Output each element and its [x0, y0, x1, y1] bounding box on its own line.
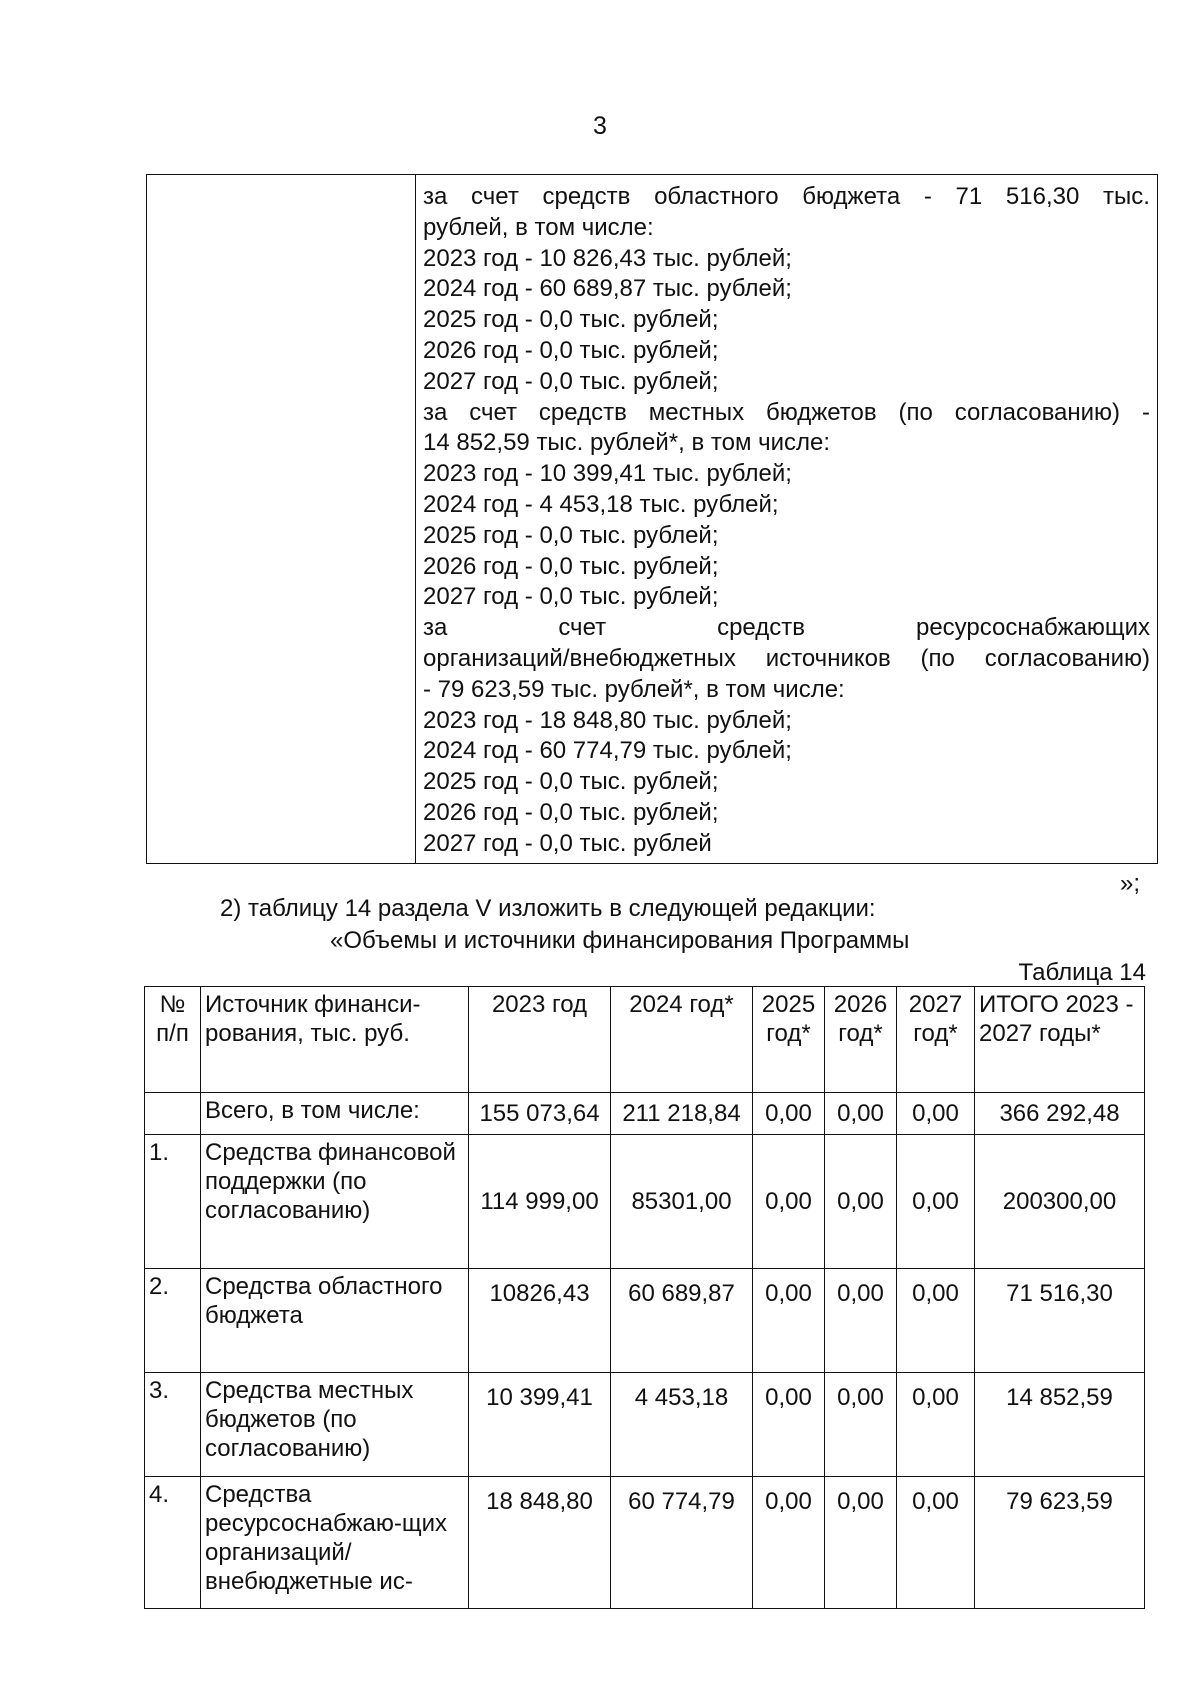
value-2027: 0,00	[897, 1477, 975, 1609]
header-2027: 2027 год*	[897, 987, 975, 1093]
value-2026: 0,00	[825, 1477, 897, 1609]
word: за	[423, 614, 448, 642]
value-2024: 85301,00	[611, 1135, 753, 1269]
word: источников	[765, 644, 891, 672]
text-line: 2025 год - 0,0 тыс. рублей;	[423, 306, 719, 334]
value-2025: 0,00	[753, 1477, 825, 1609]
funding-summary-cell	[416, 175, 1158, 864]
row-source: Средства ресурсоснабжаю-щих организаций/ внебюджетные ис-	[201, 1477, 469, 1609]
value-2027: 0,00	[897, 1135, 975, 1269]
value-2023: 10826,43	[469, 1269, 611, 1373]
value-2024: 211 218,84	[611, 1093, 753, 1135]
value-2027: 0,00	[897, 1093, 975, 1135]
row-index: 4.	[145, 1477, 201, 1609]
word: местных	[648, 398, 745, 426]
table-row	[145, 1269, 1145, 1373]
header-2025: 2025 год*	[753, 987, 825, 1093]
header-2024: 2024 год*	[611, 987, 753, 1093]
word: счет	[469, 398, 518, 426]
value-total: 14 852,59	[975, 1373, 1145, 1477]
value-2024: 4 453,18	[611, 1373, 753, 1477]
empty-left-cell	[147, 175, 416, 864]
funding-summary-table	[146, 174, 1158, 864]
financing-table	[144, 986, 1145, 1609]
word: -	[923, 183, 932, 210]
justified-line	[423, 644, 1150, 675]
row-index: 3.	[145, 1373, 201, 1477]
value-2024: 60 774,79	[611, 1477, 753, 1609]
closing-quote: »;	[1119, 870, 1140, 897]
value-2025: 0,00	[753, 1093, 825, 1135]
text-line: 2023 год - 10 826,43 тыс. рублей;	[423, 244, 792, 272]
text-line: 2027 год - 0,0 тыс. рублей	[423, 829, 712, 857]
header-2026: 2026 год*	[825, 987, 897, 1093]
value-2026: 0,00	[825, 1269, 897, 1373]
word: счет	[471, 183, 519, 210]
text-line: рублей, в том числе:	[423, 213, 654, 241]
instruction-text: 2) таблицу 14 раздела V изложить в следующей редакции:	[220, 895, 876, 922]
row-index: 2.	[145, 1269, 201, 1373]
word: ресурсоснабжающих	[915, 614, 1150, 642]
value-2025: 0,00	[753, 1135, 825, 1269]
word: 516,30	[1005, 183, 1080, 210]
justified-line	[423, 398, 1150, 429]
word: согласованию)	[984, 644, 1150, 672]
header-number: № п/п	[145, 987, 201, 1093]
text-line: - 79 623,59 тыс. рублей*, в том числе:	[423, 675, 845, 703]
word: тыс.	[1103, 183, 1150, 210]
value-2023: 18 848,80	[469, 1477, 611, 1609]
word: согласованию)	[954, 398, 1121, 426]
funding-summary-text	[416, 175, 1157, 860]
row-index	[145, 1093, 201, 1135]
word: организаций/внебюджетных	[423, 644, 736, 672]
row-source: Средства финансовой поддержки (по согласованию)	[201, 1135, 469, 1269]
value-2023: 155 073,64	[469, 1093, 611, 1135]
value-2027: 0,00	[897, 1373, 975, 1477]
row-source: Средства областного бюджета	[201, 1269, 469, 1373]
word: счет	[558, 614, 607, 642]
value-total: 71 516,30	[975, 1269, 1145, 1373]
value-total: 79 623,59	[975, 1477, 1145, 1609]
row-index: 1.	[145, 1135, 201, 1269]
text-line: 14 852,59 тыс. рублей*, в том числе:	[423, 429, 831, 457]
table-title: «Объемы и источники финансирования Программы	[330, 927, 910, 954]
table-row	[145, 1477, 1145, 1609]
text-line: 2025 год - 0,0 тыс. рублей;	[423, 768, 719, 796]
table-header-row	[145, 987, 1145, 1093]
value-2023: 10 399,41	[469, 1373, 611, 1477]
word: -	[1141, 398, 1150, 426]
header-2023: 2023 год	[469, 987, 611, 1093]
text-line: 2025 год - 0,0 тыс. рублей;	[423, 521, 719, 549]
word: средств	[538, 398, 627, 426]
text-line: 2027 год - 0,0 тыс. рублей;	[423, 367, 719, 395]
row-source: Средства местных бюджетов (по согласованию)	[201, 1373, 469, 1477]
word: средств	[717, 614, 805, 642]
word: за	[423, 183, 448, 210]
table-caption: Таблица 14	[1018, 959, 1146, 986]
text-line: 2023 год - 10 399,41 тыс. рублей;	[423, 460, 792, 488]
table-row	[145, 1093, 1145, 1135]
row-source: Всего, в том числе:	[201, 1093, 469, 1135]
word: (по	[920, 644, 955, 672]
text-line: 2023 год - 18 848,80 тыс. рублей;	[423, 706, 792, 734]
word: средств	[542, 183, 631, 210]
value-total: 366 292,48	[975, 1093, 1145, 1135]
value-2026: 0,00	[825, 1135, 897, 1269]
table-row	[145, 1373, 1145, 1477]
word: (по	[898, 398, 933, 426]
text-line: 2024 год - 60 689,87 тыс. рублей;	[423, 275, 792, 303]
value-2025: 0,00	[753, 1373, 825, 1477]
text-line: 2027 год - 0,0 тыс. рублей;	[423, 583, 719, 611]
value-2024: 60 689,87	[611, 1269, 753, 1373]
value-total: 200300,00	[975, 1135, 1145, 1269]
value-2026: 0,00	[825, 1373, 897, 1477]
page-number: 3	[593, 112, 607, 140]
text-line: 2026 год - 0,0 тыс. рублей;	[423, 798, 719, 826]
value-2027: 0,00	[897, 1269, 975, 1373]
text-line: 2024 год - 4 453,18 тыс. рублей;	[423, 490, 779, 518]
word: 71	[955, 183, 983, 210]
justified-line	[423, 613, 1150, 644]
word: бюджетов	[765, 398, 877, 426]
justified-line	[423, 182, 1150, 213]
header-total: ИТОГО 2023 - 2027 годы*	[975, 987, 1145, 1093]
word: бюджета	[802, 183, 901, 210]
value-2026: 0,00	[825, 1093, 897, 1135]
text-line: 2026 год - 0,0 тыс. рублей;	[423, 336, 719, 364]
text-line: 2026 год - 0,0 тыс. рублей;	[423, 552, 719, 580]
word: областного	[654, 183, 779, 210]
header-source: Источник финанси-рования, тыс. руб.	[201, 987, 469, 1093]
value-2023: 114 999,00	[469, 1135, 611, 1269]
value-2025: 0,00	[753, 1269, 825, 1373]
table-row	[145, 1135, 1145, 1269]
text-line: 2024 год - 60 774,79 тыс. рублей;	[423, 737, 792, 765]
word: за	[423, 398, 448, 426]
